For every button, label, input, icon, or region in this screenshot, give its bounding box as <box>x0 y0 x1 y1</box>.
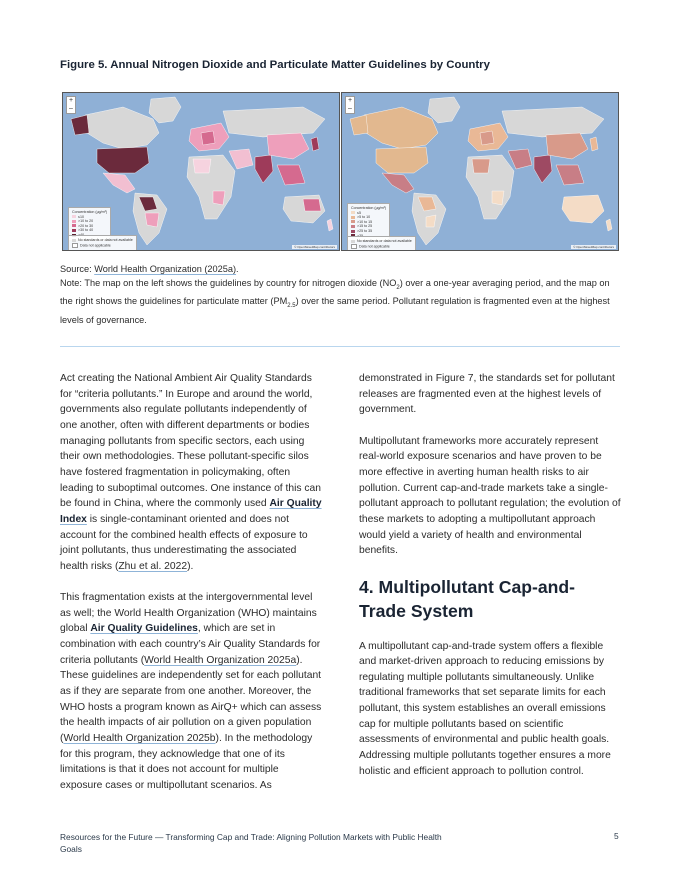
legend-item: >15 to 25 <box>351 224 386 229</box>
legend-item: >10 to 15 <box>351 220 386 225</box>
legend-title: Concentration (µg/m³) <box>72 210 108 214</box>
source-link[interactable]: World Health Organization (2025a) <box>94 264 237 274</box>
pm25-guidelines-map[interactable] <box>341 92 619 251</box>
left-column <box>60 371 322 809</box>
note-text: Note: The map on the left shows the guidelines by country for nitrogen dioxide $(NO_2)$ over a one-year averaging period, and the map on the right shows the guidelines for particulate matter $(PM_{2.5})$ over the same period. Pollutant regulation is fragmented even at the highest levels of governance. <box>60 277 610 326</box>
legend-item: >20 to 30 <box>72 224 107 229</box>
zoom-out-button[interactable]: – <box>348 105 352 112</box>
map-attribution[interactable]: © OpenStreetMap contributors <box>573 245 614 249</box>
pm25-legend-note <box>347 236 416 251</box>
zoom-out-button[interactable]: – <box>69 105 73 112</box>
source-line: Source: World Health Organization (2025a). <box>60 264 239 274</box>
no2-zoom-control[interactable] <box>66 96 76 114</box>
citation-link[interactable]: Zhu et al. 2022 <box>118 560 188 572</box>
paragraph: demonstrated in Figure 7, the standards set for pollutant releases are fragmented even at the highest levels of government. <box>359 373 615 416</box>
right-column <box>359 371 621 795</box>
air-quality-index-link[interactable]: Air Quality Index <box>60 498 322 525</box>
citation-link[interactable]: World Health Organization 2025b <box>63 733 216 745</box>
legend-item: >10 to 20 <box>72 219 107 224</box>
legend-note-item: No standards or data not available <box>72 238 133 243</box>
pm25-zoom-control[interactable] <box>345 96 355 114</box>
paragraph: Multipollutant frameworks more accurately represent real-world exposure scenarios and have proven to be more effective in averting human health risks to air pollution. Current cap-and-trade markets take a single-pollutant approach to pollutant regulation; the evolution of these markets to adopting a multipollutant approach would yield a variety of health and environmental benefits. <box>359 435 621 557</box>
paragraph: Act creating the National Ambient Air Quality Standards for “criteria pollutants.” In Europe and around the world, governments also regulate pollutants independently of one another, often with different departments or bodies managing pollutants from specific sectors, each using their own methodologies. These pollutant-specific silos have fostered fragmentation in policymaking, often leading to suboptimal outcomes. One instance of this can be found in China, where the commonly used Air Quality Index is single-contaminant oriented and does not account for the combined health effects of exposure to joint pollutants, thus underestimating the associated health risks (Zhu et al. 2022). <box>60 373 322 572</box>
legend-item: ≤10 <box>72 215 107 220</box>
zoom-in-button[interactable]: + <box>347 97 353 104</box>
paragraph: This fragmentation exists at the intergovernmental level as well; the World Health Organization (WHO) maintains global Air Quality Guidelines, which are set in combination with each country’s Air Quality Standards for criteria pollutants (World Health Organization 2025a). These guidelines are independently set for each pollutant as if they are separate from one another. Moreover, the WHO hosts a program known as AirQ+ which can assess the health impacts of air pollution on a given population (World Health Organization 2025b). In the methodology for this program, they acknowledge that one of its limitations is that it does not account for multiple exposure cases or multipollutant scenarios. As <box>60 592 322 792</box>
legend-note-item: No standards or data not available <box>351 239 412 244</box>
citation-link[interactable]: World Health Organization 2025a <box>144 654 297 666</box>
legend-note-item: Data not applicable <box>72 243 133 248</box>
figure-title: Figure 5. Annual Nitrogen Dioxide and Particulate Matter Guidelines by Country <box>60 59 490 71</box>
paragraph: A multipollutant cap-and-trade system offers a flexible and market-driven approach to reducing emissions by regulating multiple pollutants simultaneously. Unlike traditional frameworks that set separate limits for each pollutant, this system establishes an overall emissions cap for multiple pollutants based on scientific assessments of environmental and public health goals. Addressing multiple pollutants together ensures a more holistic and efficient approach to pollution control. <box>359 640 611 777</box>
legend-item: >5 to 10 <box>351 215 386 220</box>
no2-legend-note <box>68 235 137 251</box>
zoom-in-button[interactable]: + <box>68 97 74 104</box>
no2-guidelines-map[interactable] <box>62 92 340 251</box>
legend-item: >30 to 40 <box>72 228 107 233</box>
legend-item: >25 to 35 <box>351 229 386 234</box>
figure-notes <box>60 263 620 328</box>
legend-item: ≤5 <box>351 211 386 216</box>
map-attribution[interactable]: © OpenStreetMap contributors <box>294 245 335 249</box>
legend-title: Concentration (µg/m³) <box>351 206 387 210</box>
air-quality-guidelines-link[interactable]: Air Quality Guidelines <box>90 623 198 635</box>
footer-text: Resources for the Future — Transforming Cap and Trade: Aligning Pollution Markets with Public Health Goals <box>60 832 442 854</box>
page-number: 5 <box>614 831 619 841</box>
section-heading: 4. Multipollutant Cap-and-Trade System <box>359 576 575 621</box>
legend-note-item: Data not applicable <box>351 244 412 249</box>
section-divider <box>60 346 620 347</box>
